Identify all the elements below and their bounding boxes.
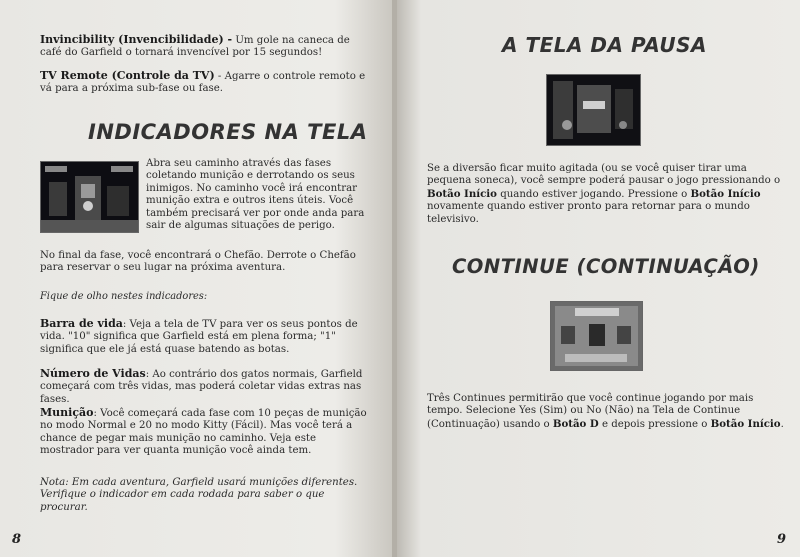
life-bar-lead: Barra de vida	[40, 317, 123, 330]
continue-screenshot	[550, 301, 643, 371]
life-bar-text: : Veja a tela de TV para ver os seus pontos de vida. "10" significa que Garfield está em plena forma; "1" significa que ele já está quase batendo as botas.	[40, 319, 358, 355]
indicators-heading: INDICADORES NA TELA	[88, 120, 368, 144]
life-bar-paragraph	[40, 318, 370, 356]
tvremote-text: - Agarre o controle remoto e vá para a próxima sub-fase ou fase.	[40, 71, 366, 95]
tvremote-lead: TV Remote (Controle da TV)	[40, 69, 215, 82]
lives-text: : Ao contrário dos gatos normais, Garfield começará com três vidas, mas poderá coletar vidas extras nas fases.	[40, 369, 363, 405]
intro-paragraph: Abra seu caminho através das fases coletando munição e derrotando os seus inimigos. No caminho você irá encontrar munição extra e outros itens úteis. Você também precisará ver por onde anda para sair de algumas situações de perigo.	[146, 158, 365, 232]
invincibility-text: Um gole na caneca de café do Garfield o tornará invencível por 15 segundos!	[40, 35, 350, 59]
invincibility-lead: Invincibility (Invencibilidade) -	[40, 33, 233, 46]
ammo-paragraph	[40, 407, 370, 458]
continue-paragraph	[427, 393, 787, 431]
watch-label: Fique de olho nestes indicadores:	[40, 291, 208, 302]
tvremote-paragraph	[40, 70, 370, 96]
left-page	[0, 0, 394, 557]
ammo-lead: Munição	[40, 406, 94, 419]
lives-lead: Número de Vidas	[40, 367, 146, 380]
page-number-left: 8	[12, 532, 22, 547]
pause-paragraph	[427, 163, 787, 226]
continue-screenshot-art	[551, 302, 642, 370]
continue-text-2: e depois pressione o	[598, 418, 711, 430]
continue-text-3: .	[780, 418, 784, 430]
note-paragraph: Nota: Em cada aventura, Garfield usará munições diferentes. Verifique o indicador em cada rodada para saber o que procurar.	[40, 477, 358, 513]
pause-button-ref-1: Botão Início	[427, 187, 497, 200]
gameplay-screenshot	[40, 161, 139, 233]
continue-text-1: Três Continues permitirão que você continue jogando por mais tempo. Selecione Yes (Sim) ou No (Não) na Tela de Continue (Continuação) usando o	[427, 393, 754, 430]
right-page	[397, 0, 800, 557]
lives-paragraph	[40, 368, 370, 406]
pause-button-ref-2: Botão Início	[690, 187, 761, 200]
pause-text-3: novamente quando estiver pronto para retornar para o mundo televisivo.	[427, 201, 750, 225]
pause-text-1: Se a diversão ficar muito agitada (ou se você quiser tirar uma pequena soneca), você sempre poderá pausar o jogo pressionando o	[427, 163, 781, 187]
continue-heading: CONTINUE (CONTINUAÇÃO)	[452, 255, 760, 278]
pause-screenshot	[546, 74, 641, 146]
continue-button-ref-1: Botão D	[552, 417, 599, 430]
ammo-text: : Você começará cada fase com 10 peças de munição no modo Normal e 20 no modo Kitty (Fácil). Mas você terá a chance de pegar mais munição no caminho. Veja este mostrador para ver quanta munição você ainda tem.	[40, 408, 367, 457]
invincibility-paragraph	[40, 34, 370, 60]
gameplay-screenshot-art	[41, 162, 138, 232]
continue-button-ref-2: Botão Início	[710, 417, 781, 430]
pause-text-2: quando estiver jogando. Pressione o	[496, 188, 691, 200]
boss-paragraph: No final da fase, você encontrará o Chefão. Derrote o Chefão para reservar o seu lugar na próxima aventura.	[40, 250, 356, 274]
pause-heading: A TELA DA PAUSA	[502, 33, 707, 57]
pause-screenshot-art	[547, 75, 640, 145]
page-number-right: 9	[776, 532, 786, 547]
